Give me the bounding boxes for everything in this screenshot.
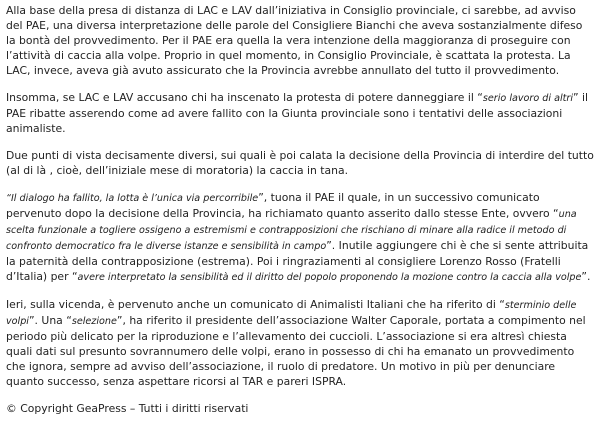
paragraph-2-text-a: Insomma, se LAC e LAV accusano chi ha inscenato la protesta di potere danneggiare il “ [6, 91, 483, 104]
paragraph-4-quote-3: avere interpretato la sensibilità ed il diritto del popolo proponendo la mozione contro la caccia alla volpe [77, 272, 582, 283]
paragraph-5 [6, 297, 594, 389]
paragraph-5-text-b: ”. Una “ [28, 314, 72, 327]
paragraph-5-text-a: Ieri, sulla vicenda, è pervenuto anche un comunicato di Animalisti Italiani che ha riferito di “ [6, 298, 505, 311]
paragraph-1: Alla base della presa di distanza di LAC e LAV dall’iniziativa in Consiglio provinciale, ci sarebbe, ad avviso del PAE, una diversa interpretazione delle parole del Consigliere Bianchi che aveva sostanzialmente difeso la bontà del provvedimento. Per il PAE era quella la vera intenzione della maggioranza di proseguire con l’attività di caccia alla volpe. Proprio in quel momento, in Consiglio Provinciale, è scattata la protesta. La LAC, invece, aveva già avuto assicurato che la Provincia avrebbe annullato del tutto il provvedimento. [6, 4, 583, 77]
paragraph-4-quote-2: una scelta funzionale a togliere ossigeno a estremismi e contrapposizioni che rischiano di minare alla radice il metodo di confronto democratico fra le diverse istanze e sensibilità in campo [6, 209, 577, 252]
paragraph-5-quote-1: sterminio delle volpi [6, 300, 577, 327]
paragraph-2-text-b: ” il PAE ribatte asserendo come ad avere fallito con la Giunta provinciale sono i tentativi delle associazioni animaliste. [6, 91, 589, 135]
paragraph-4-text-c: ”. [581, 270, 591, 283]
paragraph-5-text-c: ”, ha riferito il presidente dell’associazione Walter Caporale, portata a compimento nel periodo più delicato per la riproduzione e l’allevamento dei cuccioli. L’associazione si era altresì chiesta quali dati sul presunto sovrannumero delle volpi, erano in possesso di chi ha emanato un provvedimento che ignora, sempre ad avviso dell’associazione, il ruolo di predatore. Un motivo in più per denunciare quanto successo, senza aspettare ricorsi al TAR e pareri ISPRA. [6, 314, 586, 388]
paragraph-2-quote: serio lavoro di altri [482, 93, 574, 104]
copyright-notice: © Copyright GeaPress – Tutti i diritti riservati [6, 402, 249, 415]
paragraph-4-text-a: ”, tuona il PAE il quale, in un successivo comunicato pervenuto dopo la decisione della Provincia, ha richiamato quanto asserito dallo stesse Ente, ovvero “ [6, 191, 559, 220]
paragraph-5-quote-2: selezione [71, 316, 117, 327]
paragraph-2 [6, 90, 594, 136]
paragraph-4-quote-1: “Il dialogo ha fallito, la lotta è l’unica via percorribile [6, 193, 259, 204]
paragraph-4 [6, 190, 594, 285]
paragraph-3: Due punti di vista decisamente diversi, sui quali è poi calata la decisione della Provincia di interdire del tutto (al di là , cioè, dell’iniziale mese di moratoria) la caccia in tana. [6, 149, 594, 177]
paragraph-4-text-b: ”. Inutile aggiungere chi è che si sente attribuita la paternità della contrapposizione (estrema). Poi i ringraziamenti al consigliere Lorenzo Rosso (Fratelli d’Italia) per “ [6, 239, 589, 283]
